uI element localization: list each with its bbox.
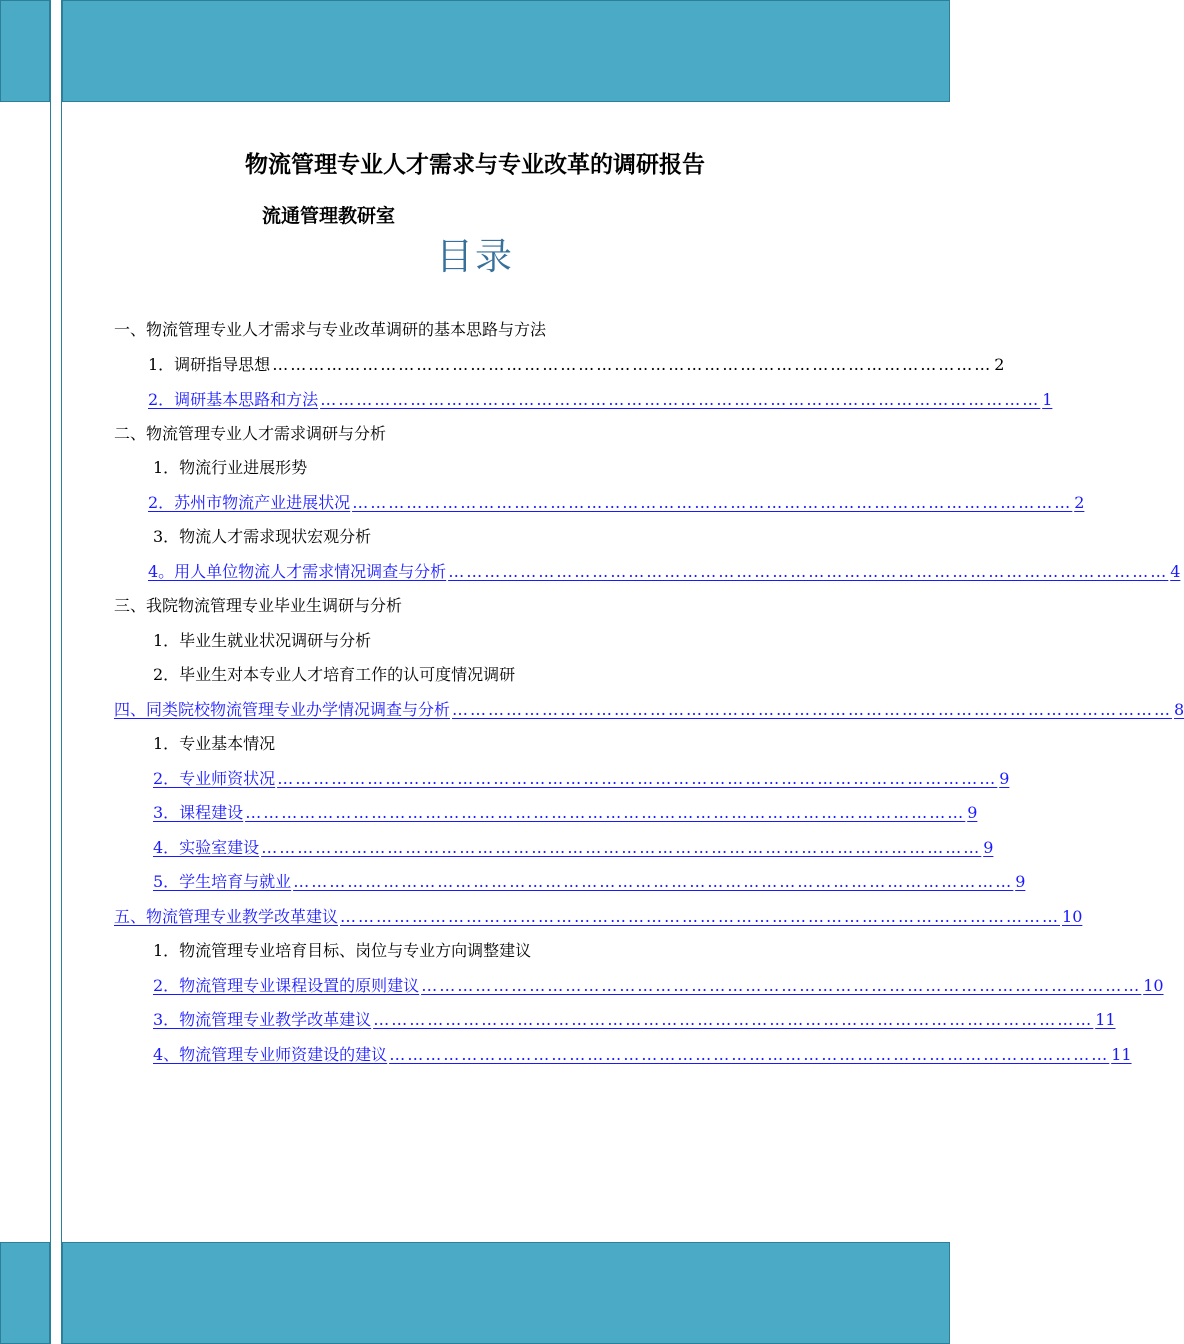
toc-page-number: 11 xyxy=(1111,1045,1132,1064)
toc-leader: ………………………………………………………………………………………………………… xyxy=(452,700,1173,719)
toc-link[interactable] xyxy=(148,388,1053,412)
toc-leader: ………………………………………………………………………………………………………… xyxy=(389,1045,1110,1064)
toc-entry-text: 1．专业基本情况 xyxy=(153,734,276,753)
toc-link[interactable] xyxy=(153,1043,1132,1067)
toc-entry-text: 五、物流管理专业教学改革建议 xyxy=(114,907,339,926)
toc-leader: ………………………………………………………………………………………………………… xyxy=(320,390,1041,409)
toc-link[interactable] xyxy=(153,974,1164,998)
toc-entry xyxy=(153,629,371,653)
toc-leader: ………………………………………………………………………………………………………… xyxy=(340,907,1061,926)
toc-link[interactable] xyxy=(153,767,1010,791)
toc-link[interactable] xyxy=(114,905,1083,929)
department-name: 流通管理教研室 xyxy=(262,205,396,227)
toc-entry-text: 3．课程建设 xyxy=(153,803,244,822)
toc-leader: ………………………………………………………………………………………………………… xyxy=(245,803,966,822)
toc-entry-text: 4。用人单位物流人才需求情况调查与分析 xyxy=(148,562,447,581)
toc-entry xyxy=(114,318,546,342)
toc-entry xyxy=(153,456,307,480)
toc-entry xyxy=(153,663,515,687)
toc-entry-text: 2．毕业生对本专业人才培育工作的认可度情况调研 xyxy=(153,665,516,684)
toc-leader: ………………………………………………………………………………………………………… xyxy=(421,976,1142,995)
toc-entry-text: 1．物流行业进展形势 xyxy=(153,458,308,477)
toc-entry xyxy=(114,594,402,618)
toc-entry xyxy=(148,353,1005,377)
toc-page-number: 9 xyxy=(983,838,994,857)
toc-link[interactable] xyxy=(153,1008,1116,1032)
toc-page-number: 10 xyxy=(1143,976,1164,995)
toc-leader: ………………………………………………………………………………………………………… xyxy=(272,355,993,374)
toc-leader: ………………………………………………………………………………………………………… xyxy=(293,872,1014,891)
toc-entry-text: 1．毕业生就业状况调研与分析 xyxy=(153,631,372,650)
toc-entry-text: 3．物流人才需求现状宏观分析 xyxy=(153,527,372,546)
toc-page-number: 8 xyxy=(1174,700,1184,719)
toc-link[interactable] xyxy=(148,560,1181,584)
document-title: 物流管理专业人才需求与专业改革的调研报告 xyxy=(245,152,705,178)
toc-entry-text: 三、我院物流管理专业毕业生调研与分析 xyxy=(114,596,403,615)
toc-leader: ………………………………………………………………………………………………………… xyxy=(448,562,1169,581)
toc-heading: 目录 xyxy=(436,235,514,278)
toc-entry xyxy=(114,422,386,446)
toc-page-number: 9 xyxy=(967,803,978,822)
toc-page-number: 9 xyxy=(999,769,1010,788)
toc-leader: ………………………………………………………………………………………………………… xyxy=(352,493,1073,512)
toc-page-number: 2 xyxy=(1074,493,1085,512)
toc-page-number: 4 xyxy=(1170,562,1181,581)
toc-entry-text: 1．物流管理专业培育目标、岗位与专业方向调整建议 xyxy=(153,941,532,960)
toc-page-number: 9 xyxy=(1015,872,1026,891)
toc-entry xyxy=(153,525,371,549)
toc-entry-text: 2．物流管理专业课程设置的原则建议 xyxy=(153,976,420,995)
toc-link[interactable] xyxy=(153,836,994,860)
toc-entry-text: 一、物流管理专业人才需求与专业改革调研的基本思路与方法 xyxy=(114,320,547,339)
toc-leader: ………………………………………………………………………………………………………… xyxy=(261,838,982,857)
toc-entry-text: 2．专业师资状况 xyxy=(153,769,276,788)
toc-entry-text: 2．苏州市物流产业进展状况 xyxy=(148,493,351,512)
toc-leader: ………………………………………………………………………………………………………… xyxy=(277,769,998,788)
toc-entry-text: 四、同类院校物流管理专业办学情况调查与分析 xyxy=(114,700,451,719)
toc-link[interactable] xyxy=(153,801,978,825)
toc-leader: ………………………………………………………………………………………………………… xyxy=(373,1010,1094,1029)
toc-entry-text: 4．实验室建设 xyxy=(153,838,260,857)
toc-entry xyxy=(153,939,531,963)
toc-entry xyxy=(153,732,275,756)
toc-entry-text: 5．学生培育与就业 xyxy=(153,872,292,891)
toc-entry-text: 3．物流管理专业教学改革建议 xyxy=(153,1010,372,1029)
toc-entry-text: 2．调研基本思路和方法 xyxy=(148,390,319,409)
toc-page-number: 1 xyxy=(1042,390,1053,409)
toc-page-number: 10 xyxy=(1062,907,1083,926)
toc-entry-text: 4、物流管理专业师资建设的建议 xyxy=(153,1045,388,1064)
toc-link[interactable] xyxy=(114,698,1184,722)
toc-entry-text: 1．调研指导思想 xyxy=(148,355,271,374)
toc-page-number: 11 xyxy=(1095,1010,1116,1029)
toc-entry-text: 二、物流管理专业人才需求调研与分析 xyxy=(114,424,387,443)
toc-page-number: 2 xyxy=(994,355,1005,374)
toc-link[interactable] xyxy=(148,491,1085,515)
toc-link[interactable] xyxy=(153,870,1026,894)
